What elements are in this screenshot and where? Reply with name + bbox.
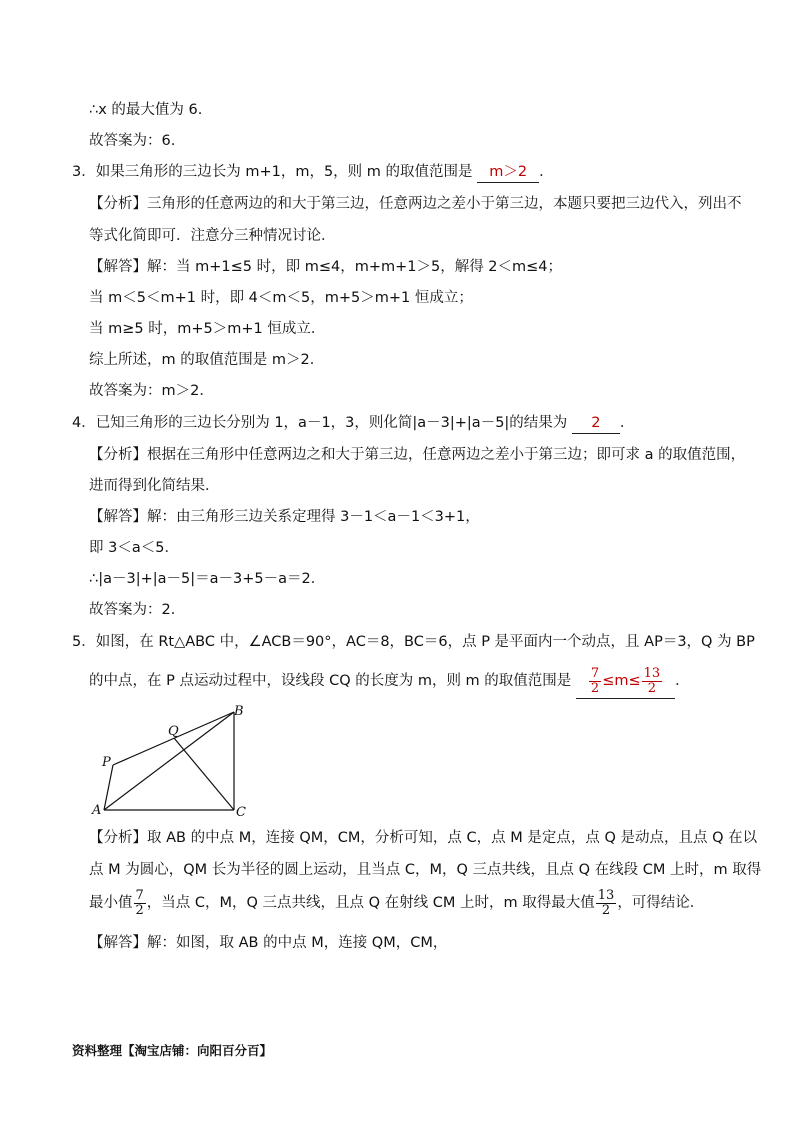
label-Q: Q: [168, 724, 179, 739]
label-C: C: [236, 805, 246, 820]
solution-line: 综上所述，m 的取值范围是 m＞2．: [89, 352, 325, 368]
fraction: $\frac{13}{2}$: [597, 887, 615, 918]
analysis-line: 点 M 为圆心，QM 长为半径的圆上运动，且当点 C，M，Q 三点共线，且点 Q 在线段 CM 上时，m 取得: [89, 862, 762, 878]
punct: ．: [675, 673, 690, 689]
segment-QC: [174, 738, 234, 810]
analysis-line: 进而得到化简结果．: [89, 478, 220, 494]
solution-line: 故答案为：2．: [89, 602, 186, 618]
triangle-figure: [86, 700, 256, 820]
fraction: $\frac{7}{2}$: [590, 665, 600, 696]
text-line: ∴x 的最大值为 6.: [89, 102, 203, 118]
analysis-line: 等式化简即可．注意分三种情况讨论．: [89, 228, 336, 244]
question-4-answer: 2: [572, 413, 620, 434]
label-B: B: [234, 704, 244, 719]
question-3: [72, 162, 554, 183]
page-footer: 资料整理【淘宝店铺：向阳百分百】: [72, 1043, 273, 1058]
label-P: P: [102, 755, 111, 770]
question-5-line1: 5．如图，在 Rt△ABC 中，∠ACB＝90°，AC＝8，BC＝6，点 P 是平面内一个动点，且 AP＝3，Q 为 BP: [72, 634, 755, 650]
analysis-line: [89, 886, 704, 920]
solution-line: 【解答】解：当 m+1≤5 时，即 m≤4，m+m+1＞5，解得 2＜m≤4；: [89, 259, 563, 275]
question-4: [72, 413, 634, 434]
question-5-stem: 的中点，在 P 点运动过程中，设线段 CQ 的长度为 m，则 m 的取值范围是: [89, 673, 576, 689]
question-3-answer: m＞2: [477, 162, 539, 183]
fraction: $\frac{13}{2}$: [643, 665, 661, 696]
solution-line: 当 m≥5 时，m+5＞m+1 恒成立．: [89, 321, 326, 337]
question-3-stem: 3．如果三角形的三边长为 m+1，m，5，则 m 的取值范围是: [72, 164, 478, 180]
solution-line: 当 m＜5＜m+1 时，即 4＜m＜5，m+5＞m+1 恒成立；: [89, 290, 473, 306]
analysis-line: 【分析】三角形的任意两边的和大于第三边，任意两边之差小于第三边，本题只要把三边代入，列出不: [89, 196, 742, 212]
text-line: 故答案为：6.: [89, 133, 176, 149]
punct: ．: [619, 415, 635, 431]
segment-AP: [104, 765, 113, 810]
question-4-stem: 4．已知三角形的三边长分别为 1，a－1，3，则化简|a－3|+|a－5|的结果为: [72, 415, 572, 431]
question-5-line2: [89, 664, 690, 699]
text: ，当点 C，M，Q 三点共线，且点 Q 在射线 CM 上时，m 取得最大值: [146, 895, 595, 911]
solution-line: 故答案为：m＞2．: [89, 383, 214, 399]
question-5-answer: $\frac{7}{2}$ ≤m≤ $\frac{13}{2}$: [576, 664, 675, 699]
text: 最小值: [89, 895, 133, 911]
solution-line: ∴|a－3|+|a－5|＝a－3+5－a＝2．: [89, 571, 326, 587]
fraction: $\frac{7}{2}$: [135, 887, 144, 918]
solution-line: 【解答】解：如图，取 AB 的中点 M，连接 QM，CM，: [89, 935, 448, 951]
solution-line: 即 3＜a＜5．: [89, 540, 179, 556]
analysis-line: 【分析】根据在三角形中任意两边之和大于第三边，任意两边之差小于第三边；即可求 a 的取值范围，: [89, 447, 746, 463]
solution-line: 【解答】解：由三角形三边关系定理得 3－1＜a－1＜3+1，: [89, 509, 480, 525]
analysis-line: 【分析】取 AB 的中点 M，连接 QM，CM，分析可知，点 C，点 M 是定点，点 Q 是动点，且点 Q 在以: [89, 830, 758, 846]
text: ，可得结论．: [617, 895, 705, 911]
punct: ．: [539, 164, 554, 180]
label-A: A: [92, 803, 102, 818]
